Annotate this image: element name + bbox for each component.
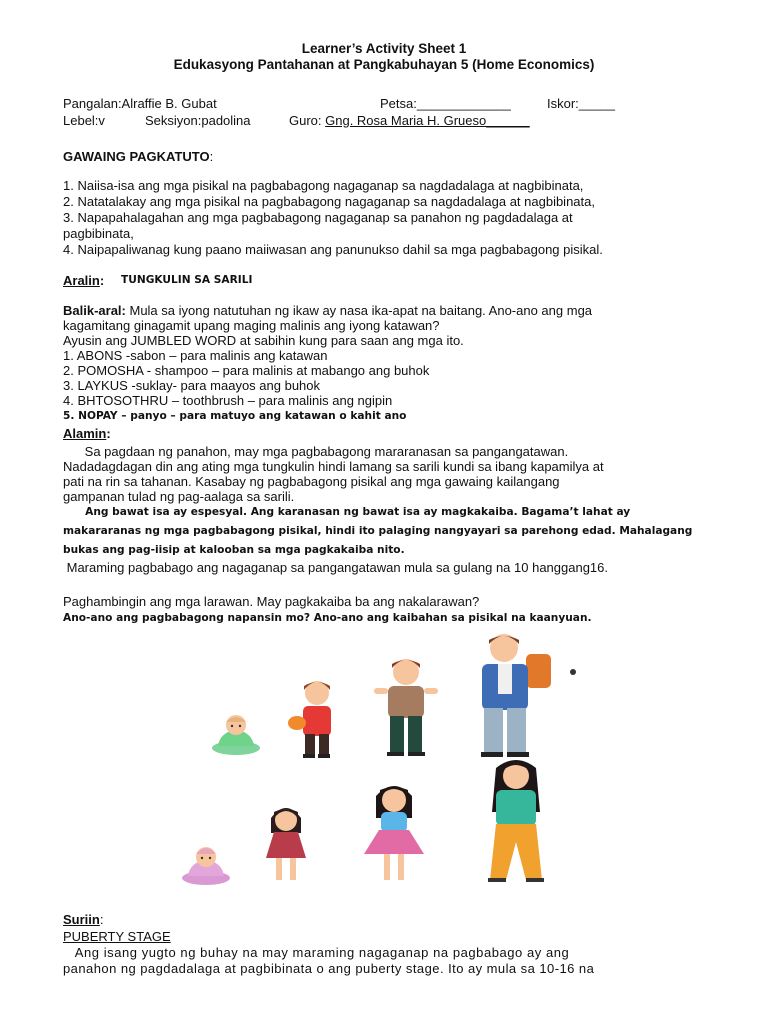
balik-line-2: kagamitang ginagamit upang maging malinis ang iyong katawan? <box>63 318 440 333</box>
alamin-label: Alamin <box>63 426 107 441</box>
alamin-p5: Ano-ano ang pagbabagong napansin mo? Ano-ano ang kaibahan sa pisikal na kaanyuan. <box>63 612 592 624</box>
gawain-line-3: 3. Napapahalagahan ang mga pagbabagong nagaganap sa panahon ng pagdadalaga at <box>63 210 573 225</box>
jumbled-item-3: 3. LAYKUS -suklay- para maayos ang buhok <box>63 378 321 393</box>
gawain-line-3b: pagbibinata, <box>63 226 134 241</box>
suriin-colon: : <box>99 912 104 927</box>
gawain-heading <box>63 149 213 164</box>
gawain-line-4: 4. Naipapaliwanag kung paano maiiwasan ang panunukso dahil sa mga pagbabagong pisikal. <box>63 242 603 257</box>
seksiyon-field: Seksiyon:padolina <box>145 113 251 128</box>
aralin-colon: : <box>99 273 105 288</box>
lebel-field: Lebel:v <box>63 113 105 128</box>
jumbled-item-5: 5. NOPAY – panyo – para matuyo ang katawan o kahit ano <box>63 410 407 422</box>
alamin-p4: Paghambingin ang mga larawan. May pagkakaiba ba ang nakalarawan? <box>63 594 480 609</box>
alamin-colon: : <box>106 426 111 441</box>
balik-text-1: Mula sa iyong natutuhan ng ikaw ay nasa ika-apat na baitang. Ano-ano ang mga <box>125 303 593 318</box>
guro-field <box>289 113 530 128</box>
alamin-p2-line-2: makararanas ng mga pagbabagong pisikal, hindi ito palaging nangyayari sa parehong edad. Mahalagang <box>63 525 693 537</box>
alamin-p1-line-1: Sa pagdaan ng panahon, may mga pagbabagong mararanasan sa pangangatawan. <box>63 444 569 459</box>
boy-teen-figure <box>374 659 438 756</box>
iskor-field: Iskor:_____ <box>547 96 615 111</box>
jumbled-item-4: 4. BHTOSOTHRU – toothbrush – para malinis ang ngipin <box>63 393 393 408</box>
petsa-field: Petsa:_____________ <box>380 96 511 111</box>
girl-adult-figure <box>488 760 544 882</box>
girl-baby-figure <box>182 847 230 885</box>
alamin-p2-line-1: Ang bawat isa ay espesyal. Ang karanasan ng bawat isa ay magkakaiba. Bagama’t lahat ay <box>63 506 631 518</box>
growth-stages-illustration <box>176 628 606 890</box>
alamin-p2-line-3: bukas ang pag-iisip at kalooban sa mga pagkakaiba nito. <box>63 544 405 556</box>
guro-label: Guro: <box>289 113 326 128</box>
alamin-p1-line-3: pati na rin sa tahanan. Kasabay ng pagbabagong pisikal ang mga gawaing kailangang <box>63 474 560 489</box>
boy-adult-figure <box>481 634 576 757</box>
girl-child-figure <box>266 808 306 880</box>
aralin-label: Aralin <box>63 273 100 288</box>
girl-teen-figure <box>364 786 424 880</box>
boy-baby-figure <box>212 715 260 755</box>
balik-label: Balik-aral: <box>63 303 126 318</box>
jumbled-item-2: 2. POMOSHA - shampoo – para malinis at mabango ang buhok <box>63 363 430 378</box>
aralin-heading <box>63 272 104 290</box>
gawain-line-2: 2. Natatalakay ang mga pisikal na pagbabagong nagaganap sa nagdadalaga at nagbibinata, <box>63 194 595 209</box>
balik-line-3: Ayusin ang JUMBLED WORD at sabihin kung para saan ang mga ito. <box>63 333 464 348</box>
puberty-stage-subhead: PUBERTY STAGE <box>63 929 171 944</box>
suriin-line-2: panahon ng pagdadalaga at pagbibinata o ang puberty stage. Ito ay mula sa 10-16 na <box>63 961 595 976</box>
sheet-title: Learner’s Activity Sheet 1 <box>301 41 467 56</box>
gawain-heading-text: GAWAING PAGKATUTO <box>63 149 210 164</box>
sheet-subtitle: Edukasyong Pantahanan at Pangkabuhayan 5 (Home Economics) <box>173 57 595 72</box>
gawain-heading-colon: : <box>209 149 214 164</box>
jumbled-item-1: 1. ABONS -sabon – para malinis ang katawan <box>63 348 328 363</box>
gawain-line-1: 1. Naiisa-isa ang mga pisikal na pagbabagong nagaganap sa nagdadalaga at nagbibinata, <box>63 178 584 193</box>
suriin-line-1: Ang isang yugto ng buhay na may maraming nagaganap na pagbabago ay ang <box>63 945 570 960</box>
guro-name: Gng. Rosa Maria H. Grueso______ <box>325 113 530 128</box>
suriin-label: Suriin <box>63 912 100 927</box>
alamin-heading <box>63 426 111 441</box>
alamin-p1-line-2: Nadadagdagan din ang ating mga tungkulin hindi lamang sa sarili kundi sa ibang kapamilya at <box>63 459 604 474</box>
pangalan-field: Pangalan:Alraffie B. Gubat <box>63 96 217 111</box>
balik-line-1 <box>63 303 592 318</box>
suriin-heading <box>63 912 103 927</box>
aralin-topic: TUNGKULIN SA SARILI <box>121 274 253 286</box>
boy-child-figure <box>288 681 331 758</box>
alamin-p1-line-4: gampanan tulad ng pag-aalaga sa sarili. <box>63 489 295 504</box>
alamin-p3: Maraming pagbabago ang nagaganap sa pangangatawan mula sa gulang na 10 hanggang16. <box>63 560 609 575</box>
